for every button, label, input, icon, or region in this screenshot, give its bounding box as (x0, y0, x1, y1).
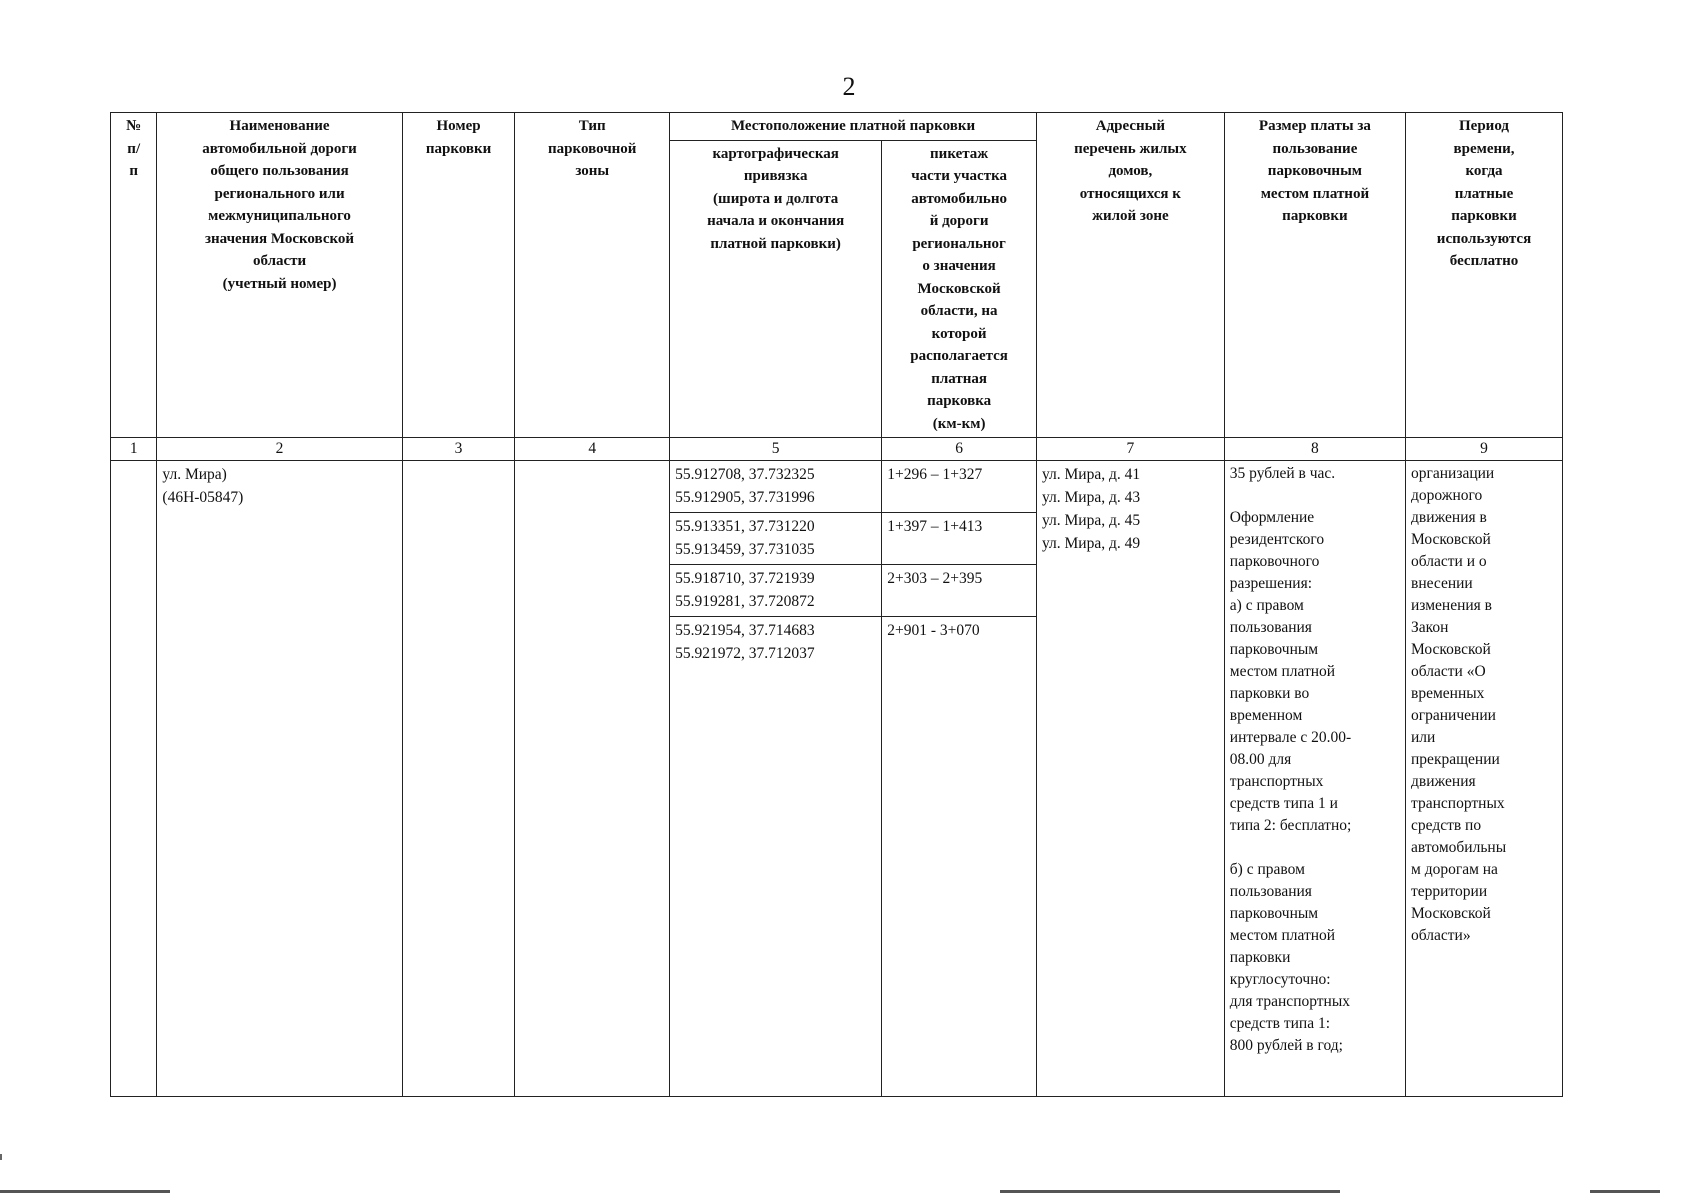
scan-bottom-strip (0, 1190, 1698, 1194)
column-number: 2 (157, 438, 402, 461)
picket-cell: 2+901 - 3+070 (882, 617, 1037, 1097)
header-free-period: Период времени, когда платные парковки используются бесплатно (1406, 113, 1563, 438)
column-number: 4 (515, 438, 670, 461)
zone-type-cell (515, 461, 670, 1097)
picket-cell: 2+303 – 2+395 (882, 565, 1037, 617)
coordinates-cell: 55.918710, 37.721939 55.919281, 37.720872 (670, 565, 882, 617)
header-road-name: Наименование автомобильной дороги общего пользования регионального или межмуниципального значения Московской области (учетный номер) (157, 113, 402, 438)
coordinates-cell: 55.913351, 37.731220 55.913459, 37.731035 (670, 513, 882, 565)
parking-register-table (110, 112, 1563, 1097)
header-parking-number: Номер парковки (402, 113, 515, 438)
picket-cell: 1+397 – 1+413 (882, 513, 1037, 565)
free-period-cell: организации дорожного движения в Московской области и о внесении изменения в Закон Московской области «О временных ограничении или прекращении движения транспортных средств по автомобильны м дорогам на территории Московской области» (1406, 461, 1563, 1097)
fee-cell: 35 рублей в час. Оформление резидентского парковочного разрешения: а) с правом пользования парковочным местом платной парковки во временном интервале с 20.00- 08.00 для транспортных средств типа 1 и типа 2: бесплатно; б) с правом пользования парковочным местом платной парковки круглосуточно: для транспортных средств типа 1: 800 рублей в год; (1224, 461, 1405, 1097)
column-number: 5 (670, 438, 882, 461)
road-name-cell: ул. Мира) (46Н-05847) (157, 461, 402, 1097)
header-location-group: Местоположение платной парковки (670, 113, 1037, 141)
page-number: 2 (842, 72, 856, 101)
table-row (111, 461, 1563, 513)
coordinates-cell: 55.921954, 37.714683 55.921972, 37.712037 (670, 617, 882, 1097)
header-address-list: Адресный перечень жилых домов, относящихся к жилой зоне (1036, 113, 1224, 438)
column-number: 3 (402, 438, 515, 461)
header-coordinates: картографическая привязка (широта и долгота начала и окончания платной парковки) (670, 140, 882, 438)
header-row-top (111, 113, 1563, 141)
parking-number-cell (402, 461, 515, 1097)
header-zone-type: Тип парковочной зоны (515, 113, 670, 438)
column-number-row (111, 438, 1563, 461)
header-picket: пикетаж части участка автомобильно й дороги региональног о значения Московской области, на которой располагается платная парковка (км-км) (882, 140, 1037, 438)
picket-cell: 1+296 – 1+327 (882, 461, 1037, 513)
column-number: 7 (1036, 438, 1224, 461)
column-number: 6 (882, 438, 1037, 461)
column-number: 9 (1406, 438, 1563, 461)
header-number: № п/ п (111, 113, 157, 438)
header-fee: Размер платы за пользование парковочным местом платной парковки (1224, 113, 1405, 438)
scan-edge-mark (0, 1154, 2, 1160)
column-number: 8 (1224, 438, 1405, 461)
address-list-cell: ул. Мира, д. 41 ул. Мира, д. 43 ул. Мира, д. 45 ул. Мира, д. 49 (1036, 461, 1224, 1097)
coordinates-cell: 55.912708, 37.732325 55.912905, 37.731996 (670, 461, 882, 513)
row-number-cell (111, 461, 157, 1097)
column-number: 1 (111, 438, 157, 461)
